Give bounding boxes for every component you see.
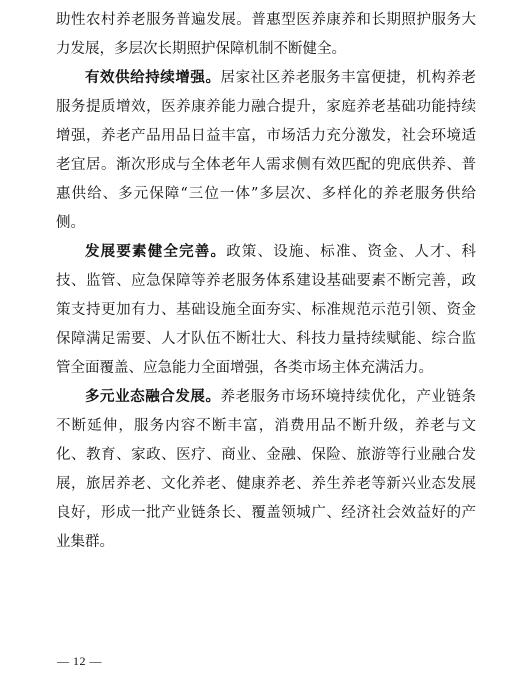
page-number: — 12 —	[57, 654, 102, 668]
paragraph-text: 养老服务市场环境持续优化，产业链条不断延伸，服务内容不断丰富，消费用品不断升级，养老与文化、教育、家政、医疗、商业、金融、保险、旅游等行业融合发展，旅居养老、文化养老、健康养老、养生养老等新兴业态发展良好，形成一批产业链条长、覆盖领城广、经济社会效益好的产业集群。	[56, 389, 477, 550]
body-text	[56, 6, 476, 557]
paragraph-text: 助性农村养老服务普遍发展。普惠型医养康养和长期照护服务大力发展，多层次长期照护保障机制不断健全。	[56, 12, 476, 57]
paragraph-continuation	[56, 6, 476, 64]
paragraph-lead: 多元业态融合发展。	[85, 389, 221, 405]
paragraph-text: 政策、设施、标准、资金、人才、科技、监管、应急保障等养老服务体系建设基础要素不断完善，政策支持更加有力、基础设施全面夯实、标准规范示范引领、资金保障满足需要、人才队伍不断壮大、科技力量持续赋能、综合监管全面覆盖、应急能力全面增强，各类市场主体充满活力。	[56, 244, 476, 376]
paragraph-lead: 有效供给持续增强。	[85, 70, 221, 86]
paragraph-effective-supply	[56, 64, 476, 238]
paragraph-lead: 发展要素健全完善。	[85, 244, 227, 260]
paragraph-business-integration	[56, 383, 476, 557]
paragraph-text: 居家社区养老服务丰富便捷，机构养老服务提质增效，医养康养能力融合提升，家庭养老基础功能持续增强，养老产品用品日益丰富，市场活力充分激发，社会环境适老宜居。渐次形成与全体老年人需求侧有效匹配的兜底供养、普惠供给、多元保障“三位一体”多层次、多样化的养老服务供给侧。	[56, 70, 477, 231]
paragraph-development-elements	[56, 238, 476, 383]
